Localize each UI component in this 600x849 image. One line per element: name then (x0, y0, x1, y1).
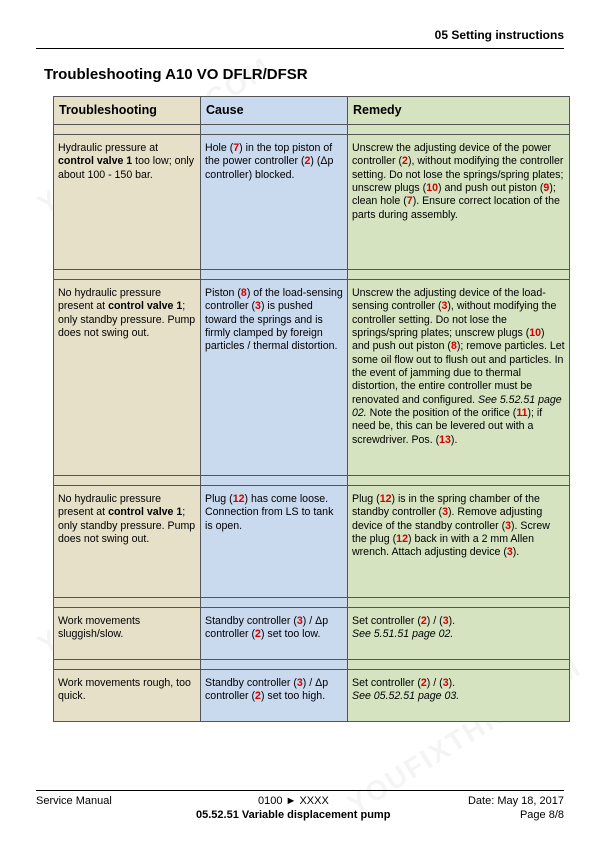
footer-divider (36, 790, 564, 791)
trouble-cell: No hydraulic pressure present at control valve 1; only standby pressure. Pump does not swing out. (54, 486, 201, 598)
footer-version: 0100 ► XXXX (258, 795, 329, 807)
header-remedy: Remedy (348, 97, 570, 125)
header-troubleshooting: Troubleshooting (54, 97, 201, 125)
remedy-cell: Set controller (2) / (3). See 05.52.51 page 03. (348, 670, 570, 722)
trouble-cell: Hydraulic pressure at control valve 1 too low; only about 100 - 150 bar. (54, 135, 201, 270)
footer-section: 05.52.51 Variable displacement pump (196, 809, 391, 821)
remedy-cell: Unscrew the adjusting device of the load-sensing controller (3), without modifying the controller setting. Do not lose the springs/spring plates; unscrew plugs (10) and push out piston (8); remove particles. Let some oil flow out to flush out and particles. In the event of jamming due to thermal distortion, the entire controller must be renovated and configured. See 5.52.51 page 02. Note the position of the orifice (11); if need be, this can be levered out with a screwdriver. Pos. (13). (348, 280, 570, 476)
spacer-row (54, 660, 570, 670)
cause-cell: Standby controller (3) / Δp controller (2) set too high. (201, 670, 348, 722)
table-row (54, 280, 570, 476)
remedy-cell: Plug (12) is in the spring chamber of the standby controller (3). Remove adjusting device of the standby controller (3). Screw the plug (12) back in with a 2 mm Allen wrench. Attach adjusting device (3). (348, 486, 570, 598)
table-row (54, 486, 570, 598)
footer-manual: Service Manual (36, 795, 112, 807)
trouble-cell: Work movements rough, too quick. (54, 670, 201, 722)
table-header-row (54, 97, 570, 125)
cause-cell: Piston (8) of the load-sensing controller (3) is pushed toward the springs and is firmly clamped by foreign particles / thermal distortion. (201, 280, 348, 476)
remedy-cell: Unscrew the adjusting device of the power controller (2), without modifying the controller setting. Do not lose the springs/spring plates; unscrew plugs (10) and push out piston (9); clean hole (7). Ensure correct location of the parts during assembly. (348, 135, 570, 270)
header-cause: Cause (201, 97, 348, 125)
footer-date: Date: May 18, 2017 (467, 795, 564, 807)
table-row (54, 670, 570, 722)
trouble-cell: No hydraulic pressure present at control valve 1; only standby pressure. Pump does not swing out. (54, 280, 201, 476)
spacer-row (54, 598, 570, 608)
spacer-row (54, 125, 570, 135)
section-title: 05 Setting instructions (434, 28, 564, 42)
header-divider (36, 48, 564, 49)
spacer-row (54, 476, 570, 486)
footer-page: Page 8/8 (519, 809, 564, 821)
cause-cell: Hole (7) in the top piston of the power controller (2) (Δp controller) blocked. (201, 135, 348, 270)
cause-cell: Plug (12) has come loose. Connection from LS to tank is open. (201, 486, 348, 598)
troubleshooting-table (53, 96, 570, 722)
page-title: Troubleshooting A10 VO DFLR/DFSR (44, 66, 308, 83)
table-row (54, 608, 570, 660)
remedy-cell: Set controller (2) / (3). See 5.51.51 page 02. (348, 608, 570, 660)
spacer-row (54, 270, 570, 280)
table-row (54, 135, 570, 270)
cause-cell: Standby controller (3) / Δp controller (2) set too low. (201, 608, 348, 660)
trouble-cell: Work movements sluggish/slow. (54, 608, 201, 660)
